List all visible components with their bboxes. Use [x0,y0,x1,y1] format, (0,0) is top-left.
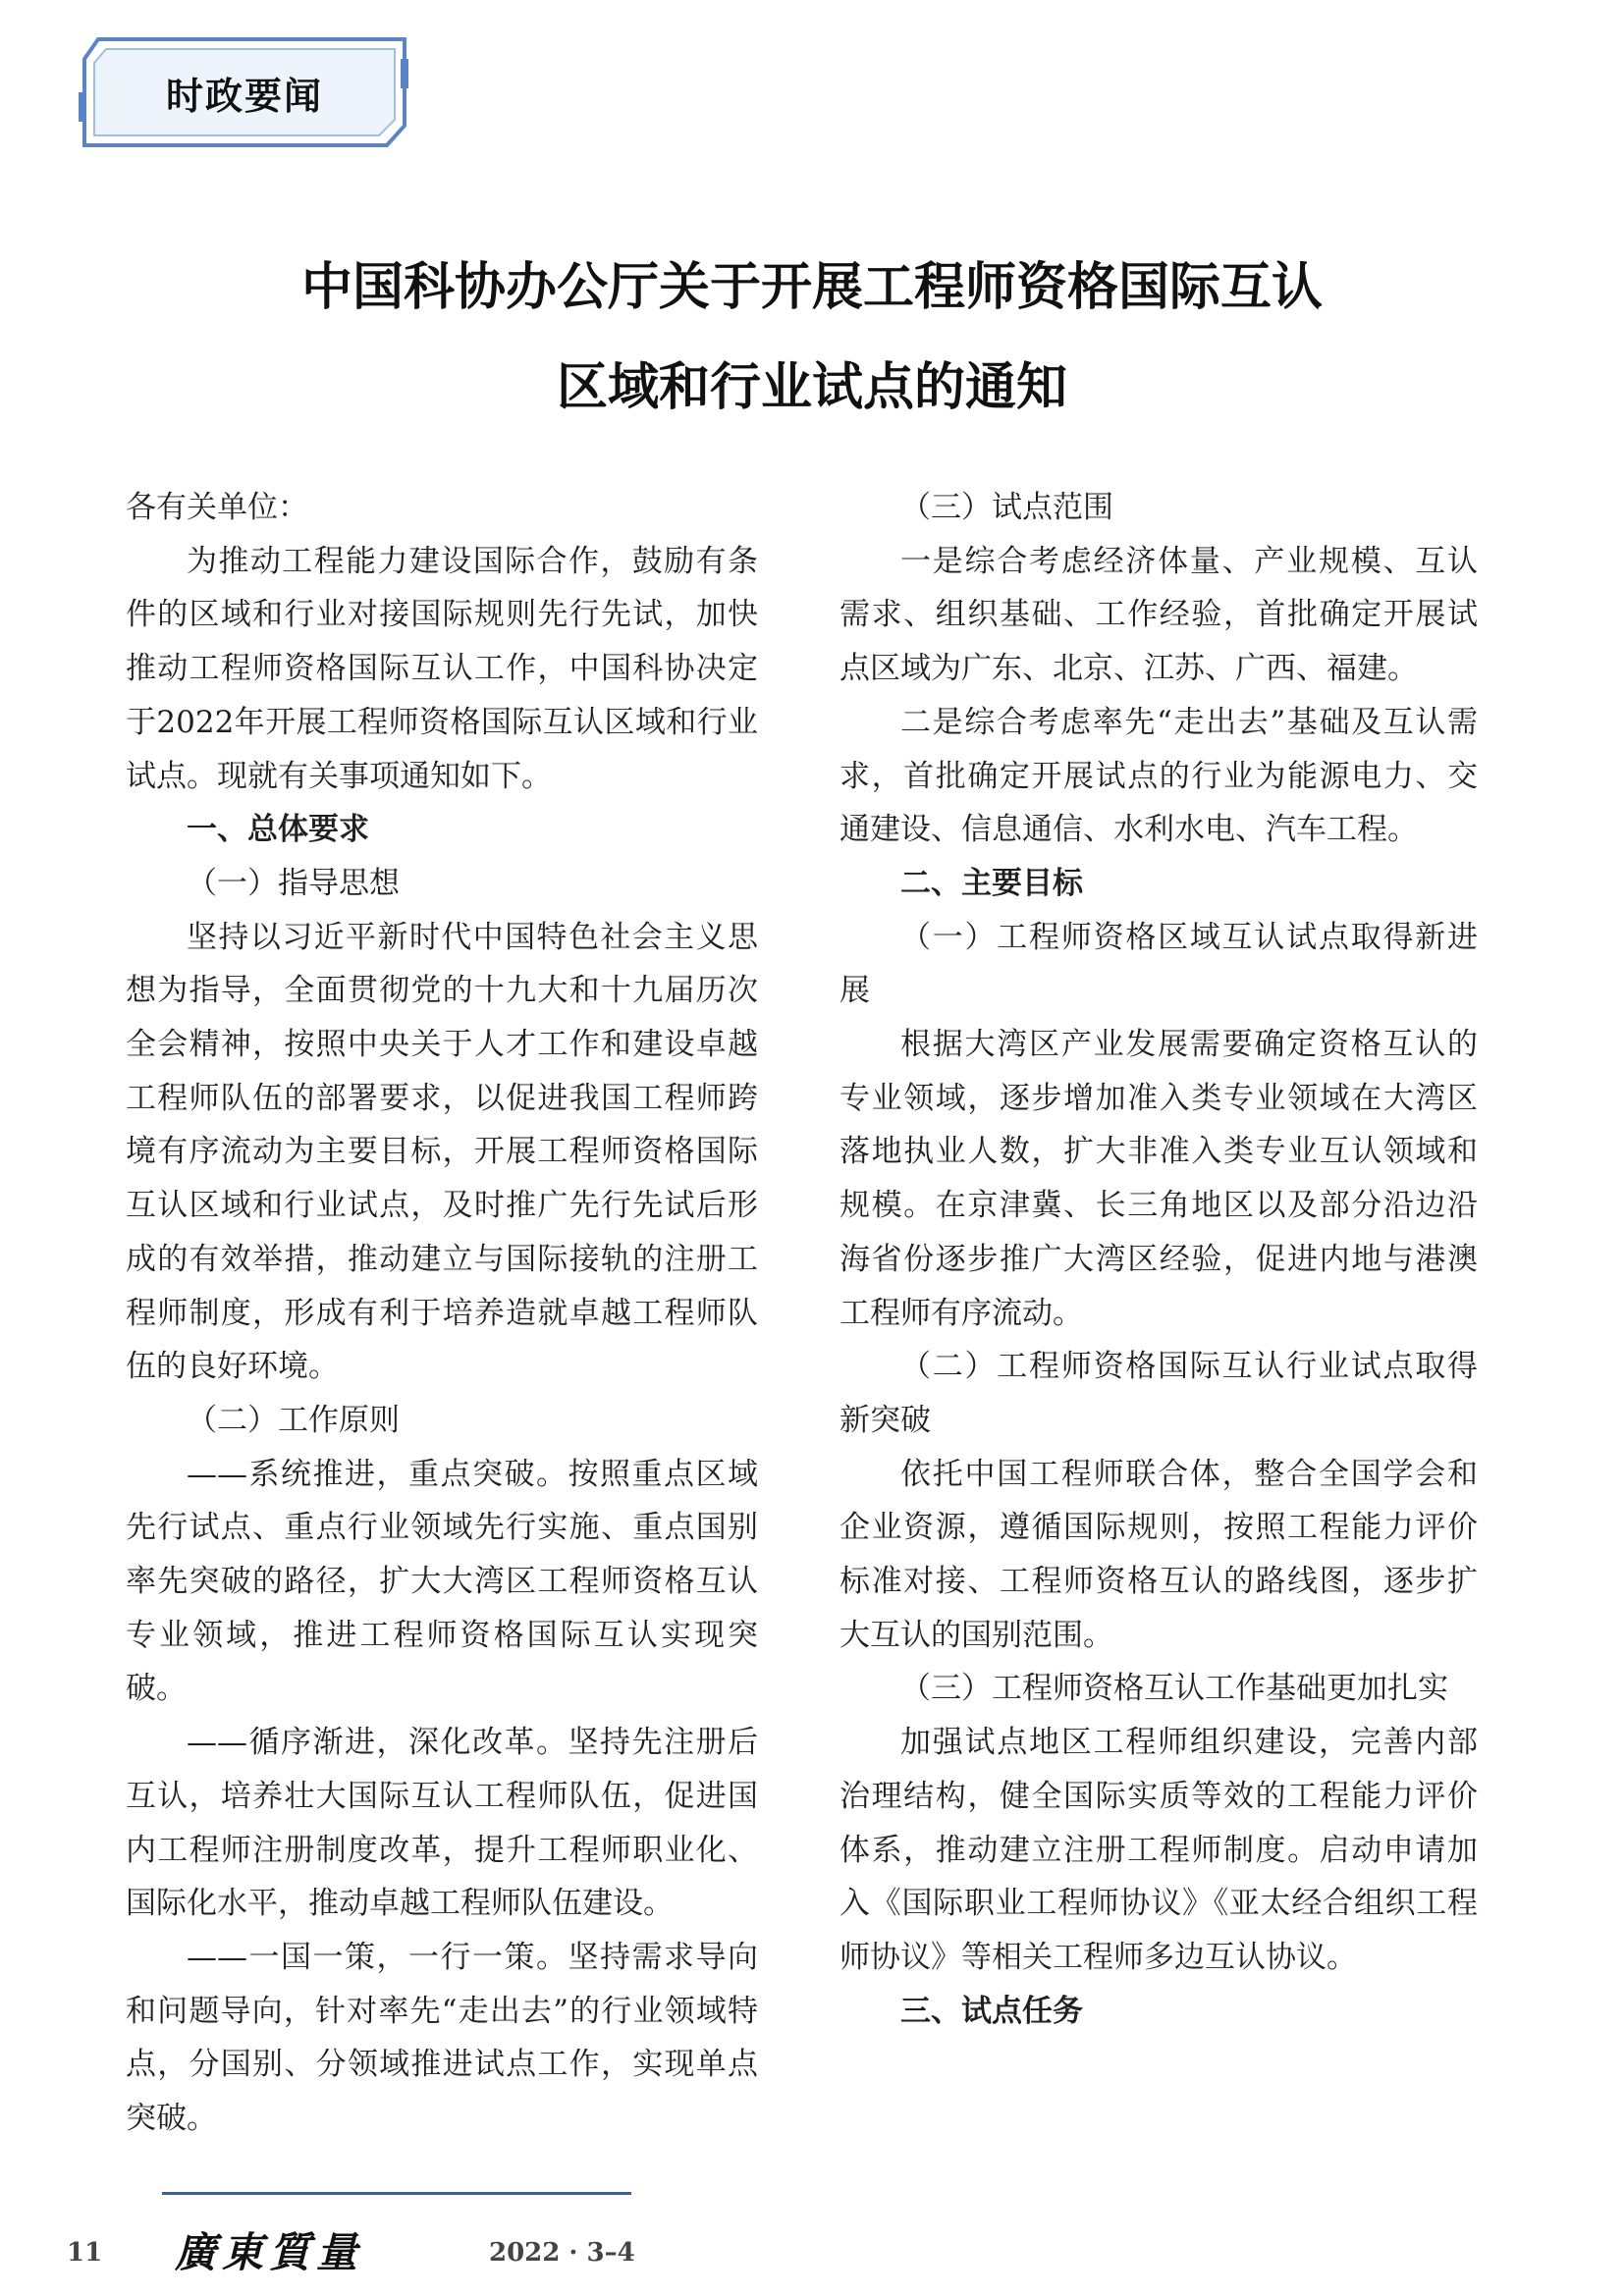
section-tag-label: 时政要闻 [165,74,323,118]
salutation: 各有关单位： [126,490,308,525]
footer-rule [162,2192,631,2195]
paragraph: ——系统推进，重点突破。按照重点区域先行试点、重点行业领域先行实施、重点国别率先突破的路径，扩大大湾区工程师资格互认专业领域，推进工程师资格国际互认实现突破。 [126,1456,758,1707]
paragraph: 坚持以习近平新时代中国特色社会主义思想为指导，全面贯彻党的十九大和十九届历次全会精神，按照中央关于人才工作和建设卓越工程师队伍的部署要求，以促进我国工程师跨境有序流动为主要目标，开展工程师资格国际互认区域和行业试点，及时推广先行先试后形成的有效举措，推动建立与国际接轨的注册工程师制度，形成有利于培养造就卓越工程师队伍的良好环境。 [126,919,758,1385]
paragraph: ——一国一策，一行一策。坚持需求导向和问题导向，针对率先“走出去”的行业领域特点，分国别、分领域推进试点工作，实现单点突破。 [126,1939,758,2137]
paragraph: 为推动工程能力建设国际合作，鼓励有条件的区域和行业对接国际规则先行先试，加快推动工程师资格国际互认工作，中国科协决定于2022年开展工程师资格国际互认区域和行业试点。现就有关事项通知如下。 [126,543,758,794]
section-heading: 一、总体要求 [187,812,369,848]
title-line-2: 区域和行业试点的通知 [556,358,1067,417]
issue-number: 2022 · 3–4 [489,2238,635,2268]
subsection-heading: （二）工程师资格国际互认行业试点取得新突破 [839,1349,1478,1438]
right-column [839,481,1478,2038]
paragraph: 一是综合考虑经济体量、产业规模、互认需求、组织基础、工作经验，首批确定开展试点区域为广东、北京、江苏、广西、福建。 [839,543,1478,687]
paragraph: 根据大湾区产业发展需要确定资格互认的专业领域，逐步增加准入类专业领域在大湾区落地执业人数，扩大非准入类专业互认领域和规模。在京津冀、长三角地区以及部分沿边沿海省份逐步推广大湾区经验，促进内地与港澳工程师有序流动。 [839,1027,1478,1331]
paragraph: 加强试点地区工程师组织建设，完善内部治理结构，健全国际实质等效的工程能力评价体系，推动建立注册工程师制度。启动申请加入《国际职业工程师协议》《亚太经合组织工程师协议》等相关工程师多边互认协议。 [839,1725,1478,1975]
section-heading: 三、试点任务 [900,1993,1083,2029]
subsection-heading: （三）工程师资格互认工作基础更加扎实 [900,1671,1448,1707]
paragraph: 依托中国工程师联合体，整合全国学会和企业资源，遵循国际规则，按照工程能力评价标准对接、工程师资格互认的路线图，逐步扩大互认的国别范围。 [839,1456,1478,1653]
subsection-heading: （一）工程师资格区域互认试点取得新进展 [839,919,1478,1009]
magazine-name: 廣東質量 [175,2228,364,2276]
subsection-heading: （二）工作原则 [187,1402,400,1438]
page-number: 11 [67,2238,103,2268]
subsection-heading: （三）试点范围 [900,490,1113,525]
paragraph: 二是综合考虑率先“走出去”基础及互认需求，首批确定开展试点的行业为能源电力、交通建设、信息通信、水利水电、汽车工程。 [839,704,1478,848]
title-line-1: 中国科协办公厅关于开展工程师资格国际互认 [300,258,1323,317]
section-tag [77,33,412,151]
section-heading: 二、主要目标 [900,865,1083,901]
subsection-heading: （一）指导思想 [187,865,400,901]
paragraph: ——循序渐进，深化改革。坚持先注册后互认，培养壮大国际互认工程师队伍，促进国内工程师注册制度改革，提升工程师职业化、国际化水平，推动卓越工程师队伍建设。 [126,1725,758,1922]
left-column [126,481,758,2146]
